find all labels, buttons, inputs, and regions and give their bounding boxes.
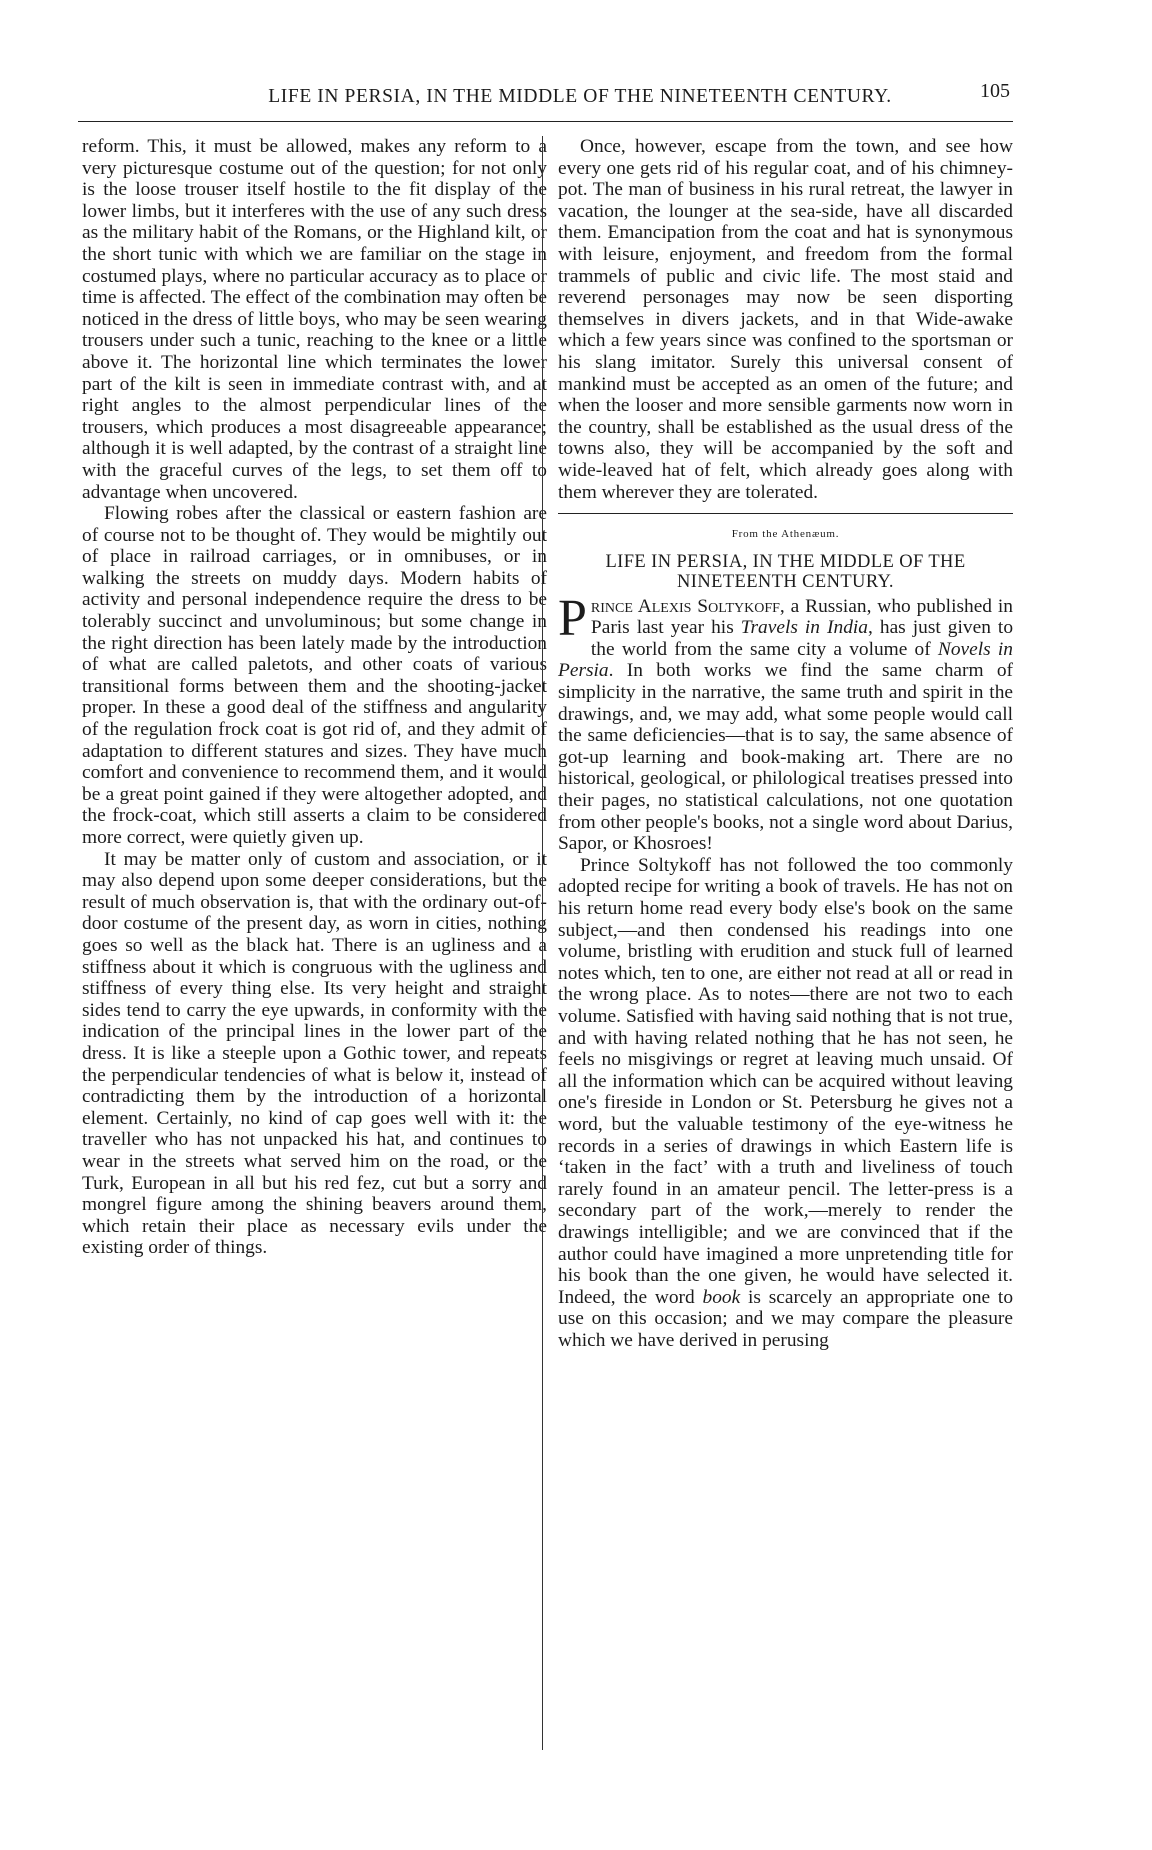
section-rule <box>558 513 1013 514</box>
book-title: Novels in Persia <box>558 638 1013 682</box>
text-run: is scarcely an appropriate one to use on this occasion; and we may compare the pleasure which we have derived in perusing <box>558 1286 1014 1351</box>
text-run: Prince Soltykoff has not followed the too commonly adopted recipe for writing a book of travels. He has not on his return home read every body else's book on the same subject,—and then condensed his readings into one volume, bristling with erudition and stuck full of learned notes which, ten to one, are either not read at all or read in the wrong place. As to notes—there are not two to each volume. Satisfied with having said nothing that is not true, and with having related nothing that he has not seen, he feels no misgivings or regret at leaving much unsaid. Of all the information which can be acquired without leaving one's fireside in London or St. Petersburg he gives not a word, but the valuable testimony of the eye-witness he records in a series of drawings in which Eastern life is ‘taken in the fact’ with a truth and liveliness of touch rarely found in an amateur pencil. The letter-press is a secondary part of the work,—merely to render the drawings intelligible; and we are convinced that if the author could have imagined a more unpretending title for his book than the one given, he would have selected it. Indeed, the word <box>558 854 1013 1308</box>
running-head: LIFE IN PERSIA, IN THE MIDDLE OF THE NINETEENTH CENTURY. <box>268 86 892 107</box>
drop-cap: P <box>558 589 587 647</box>
right-column <box>558 136 1013 1351</box>
paragraph: Flowing robes after the classical or eastern fashion are of course not to be thought of. They would be mightily out of place in railroad carriages, or in omnibuses, or in walking the streets on muddy days. Modern habits of activity and personal independence require the dress to be tolerably succinct and unvoluminous; but some change in the right direction has been lately made by the introduction of what are called paletots, and other coats of various transitional forms between them and the shooting-jacket proper. In these a good deal of the stiffness and angularity of the regulation frock coat is got rid of, and they admit of adaptation to different statures and sizes. They have much comfort and convenience to recommend them, and it would be a great point gained if they were altogether adopted, and the frock-coat, which still asserts a claim to be considered more correct, were quietly given up. <box>82 503 547 848</box>
page-number: 105 <box>980 80 1010 102</box>
emphasis: book <box>702 1286 741 1308</box>
text-run: , a Russian, who published in Paris last year his <box>590 595 1013 639</box>
paragraph <box>558 589 1014 855</box>
paragraph: It may be matter only of custom and association, or it may also depend upon some deeper considerations, but the result of much observation is, that with the ordinary out-of-door costume of the present day, as worn in cities, nothing goes so well as the black hat. There is an ugliness and a stiffness about it which is congruous with the ugliness and stiffness of every thing else. Its very height and straight sides tend to carry the eye upwards, in conformity with the indication of the principal lines in the lower part of the dress. It is like a steeple upon a Gothic tower, and repeats the perpendicular tendencies of what is below it, instead of contradicting them by the introduction of a horizontal element. Certainly, no kind of cap goes well with it: the traveller who has not unpacked his hat, and continues to wear in the streets what served him on the road, or the Turk, European in all but his red fez, cut but a sorry and mongrel figure among the shining beavers around them, which retain their place as necessary evils under the existing order of things. <box>82 848 547 1259</box>
author-name: rince Alexis Soltykoff <box>590 595 780 617</box>
article-source: From the Athenæum. <box>731 528 840 541</box>
paragraph: reform. This, it must be allowed, makes any reform to a very picturesque costume out of the question; for not only is the loose trouser itself hostile to the fit display of the lower limbs, but it interferes with the use of any such dress as the military habit of the Romans, or the Highland kilt, or the short tunic with which we are familiar on the stage in costumed plays, where no particular accuracy as to place or time is affected. The effect of the combination may often be noticed in the dress of little boys, who may be seen wearing trousers under such a tunic, reaching to the knee or a little above it. The horizontal line which terminates the lower part of the kilt is seen in immediate contrast with, and at right angles to the almost perpendicular lines of the trousers, which produces a most disagreeable appearance; although it is well adapted, by the contrast of a straight line with the graceful curves of the legs, to set them off to advantage when uncovered. <box>82 136 547 503</box>
paragraph <box>558 855 1013 1352</box>
left-column <box>82 136 547 1259</box>
text-run: , has just given to the world from the same city a volume of <box>590 617 1014 660</box>
article-title: LIFE IN PERSIA, IN THE MIDDLE OF THE NINETEENTH CENTURY. <box>605 551 966 592</box>
text-run: . In both works we find the same charm of simplicity in the narrative, the same truth and spirit in the drawings, and, we may add, what some people would call the same deficiencies—that is to say, the same absence of got-up learning and book-making art. There are no historical, geological, or philological treatises pressed into their pages, no statistical calculations, not one quotation from other people's books, not a single word about Darius, Sapor, or Khosroes! <box>558 660 1013 855</box>
column-divider <box>542 136 543 1750</box>
header-rule <box>78 121 1013 122</box>
paragraph: Once, however, escape from the town, and see how every one gets rid of his regular coat, and of his chimney-pot. The man of business in his rural retreat, the lawyer in vacation, the lounger at the sea-side, have all discarded them. Emancipation from the coat and hat is synonymous with leisure, enjoyment, and freedom from the formal trammels of public and civic life. The most staid and reverend personages may now be seen disporting themselves in divers jackets, and in that Wide-awake which a few years since was confined to the sportsman or his slang imitator. Surely this universal consent of mankind must be accepted as an omen of the future; and when the looser and more sensible garments now worn in the country, shall be established as the usual dress of the towns also, they will be accompanied by the soft and wide-leaved hat of felt, which already goes along with them wherever they are tolerated. <box>558 136 1013 503</box>
book-title: Travels in India <box>740 617 868 639</box>
